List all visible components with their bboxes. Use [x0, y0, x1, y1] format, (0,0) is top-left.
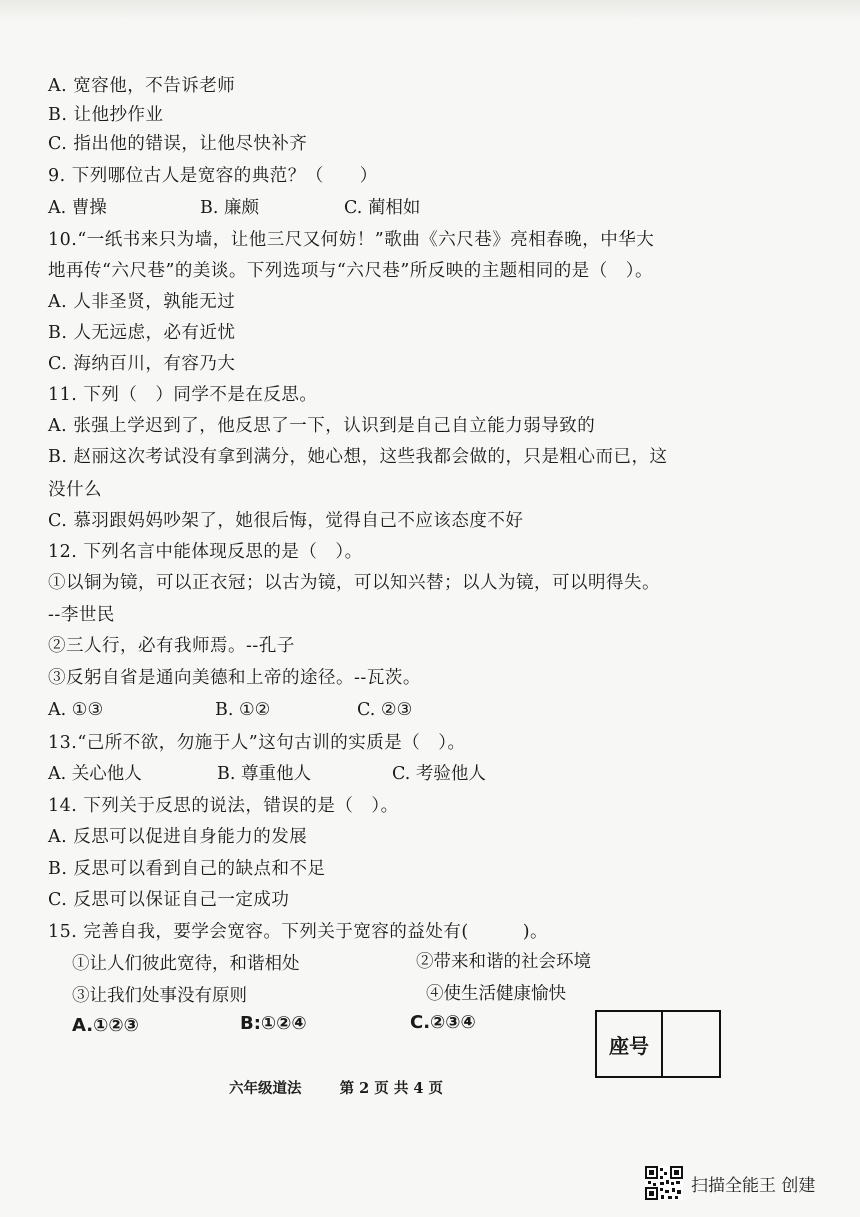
q12-question: 12. 下列名言中能体现反思的是（ ）。 [48, 542, 363, 562]
q11-option-a: A. 张强上学迟到了，他反思了一下，认识到是自己自立能力弱导致的 [48, 416, 596, 436]
qr-code-icon [645, 1166, 683, 1200]
q11-option-b-line1: B. 赵丽这次考试没有拿到满分，她心想，这些我都会做的，只是粗心而已，这 [48, 447, 668, 467]
q9-option-b: B. 廉颇 [200, 198, 259, 218]
q8-option-b: B. 让他抄作业 [48, 105, 164, 125]
q15-item-2: ②带来和谐的社会环境 [416, 952, 591, 972]
q8-option-a: A. 宽容他，不告诉老师 [48, 76, 236, 96]
q9-question: 9. 下列哪位古人是宽容的典范？（ ） [48, 166, 378, 186]
q11-option-c: C. 慕羽跟妈妈吵架了，她很后悔，觉得自己不应该态度不好 [48, 511, 524, 531]
q14-option-c: C. 反思可以保证自己一定成功 [48, 890, 290, 910]
watermark-text: 扫描全能王 创建 [691, 1175, 816, 1196]
q12-quote-1-author: --李世民 [48, 605, 115, 625]
footer-page-number: 第 2 页 共 4 页 [339, 1080, 444, 1097]
q12-quote-1: ①以铜为镜，可以正衣冠；以古为镜，可以知兴替；以人为镜，可以明得失。 [48, 573, 660, 593]
q14-option-a: A. 反思可以促进自身能力的发展 [48, 827, 308, 847]
footer-subject: 六年级道法 [229, 1080, 302, 1097]
q13-question: 13.“己所不欲，勿施于人”这句古训的实质是（ ）。 [48, 733, 466, 753]
q10-option-a: A. 人非圣贤，孰能无过 [48, 292, 236, 312]
q15-item-3: ③让我们处事没有原则 [72, 986, 247, 1006]
q14-option-b: B. 反思可以看到自己的缺点和不足 [48, 859, 326, 879]
q15-item-4: ④使生活健康愉快 [426, 984, 566, 1004]
q13-option-c: C. 考验他人 [392, 764, 486, 784]
page-footer [229, 1077, 443, 1098]
q8-option-c: C. 指出他的错误，让他尽快补齐 [48, 134, 308, 154]
q10-question-line2: 地再传“六尺巷”的美谈。下列选项与“六尺巷”所反映的主题相同的是（ ）。 [48, 261, 654, 281]
q15-option-c: C.②③④ [410, 1012, 476, 1033]
q11-option-b-line2: 没什么 [48, 480, 102, 500]
seat-number-blank [663, 1012, 719, 1076]
q13-option-a: A. 关心他人 [48, 764, 142, 784]
scanner-watermark [645, 1166, 815, 1200]
q9-option-c: C. 蔺相如 [344, 198, 421, 218]
q10-option-c: C. 海纳百川，有容乃大 [48, 354, 236, 374]
q15-question: 15. 完善自我，要学会宽容。下列关于宽容的益处有( )。 [48, 922, 549, 942]
q9-option-a: A. 曹操 [48, 198, 107, 218]
seat-number-box [595, 1010, 721, 1078]
q10-option-b: B. 人无远虑，必有近忧 [48, 323, 236, 343]
q12-option-b: B. ①② [215, 700, 271, 720]
q14-question: 14. 下列关于反思的说法，错误的是（ ）。 [48, 796, 399, 816]
q12-option-c: C. ②③ [357, 700, 413, 720]
page-top-edge [0, 0, 860, 20]
q11-question: 11. 下列（ ）同学不是在反思。 [48, 385, 318, 405]
seat-number-label: 座号 [597, 1012, 663, 1076]
q12-option-a: A. ①③ [48, 700, 104, 720]
q10-question-line1: 10.“一纸书来只为墙，让他三尺又何妨！”歌曲《六尺巷》亮相春晚，中华大 [48, 230, 655, 250]
q15-item-1: ①让人们彼此宽待，和谐相处 [72, 954, 300, 974]
q13-option-b: B. 尊重他人 [217, 764, 311, 784]
q12-quote-3: ③反躬自省是通向美德和上帝的途径。--瓦茨。 [48, 668, 421, 688]
q15-option-a: A.①②③ [72, 1015, 139, 1036]
q12-quote-2: ②三人行，必有我师焉。--孔子 [48, 636, 295, 656]
q15-option-b: B:①②④ [240, 1013, 307, 1034]
